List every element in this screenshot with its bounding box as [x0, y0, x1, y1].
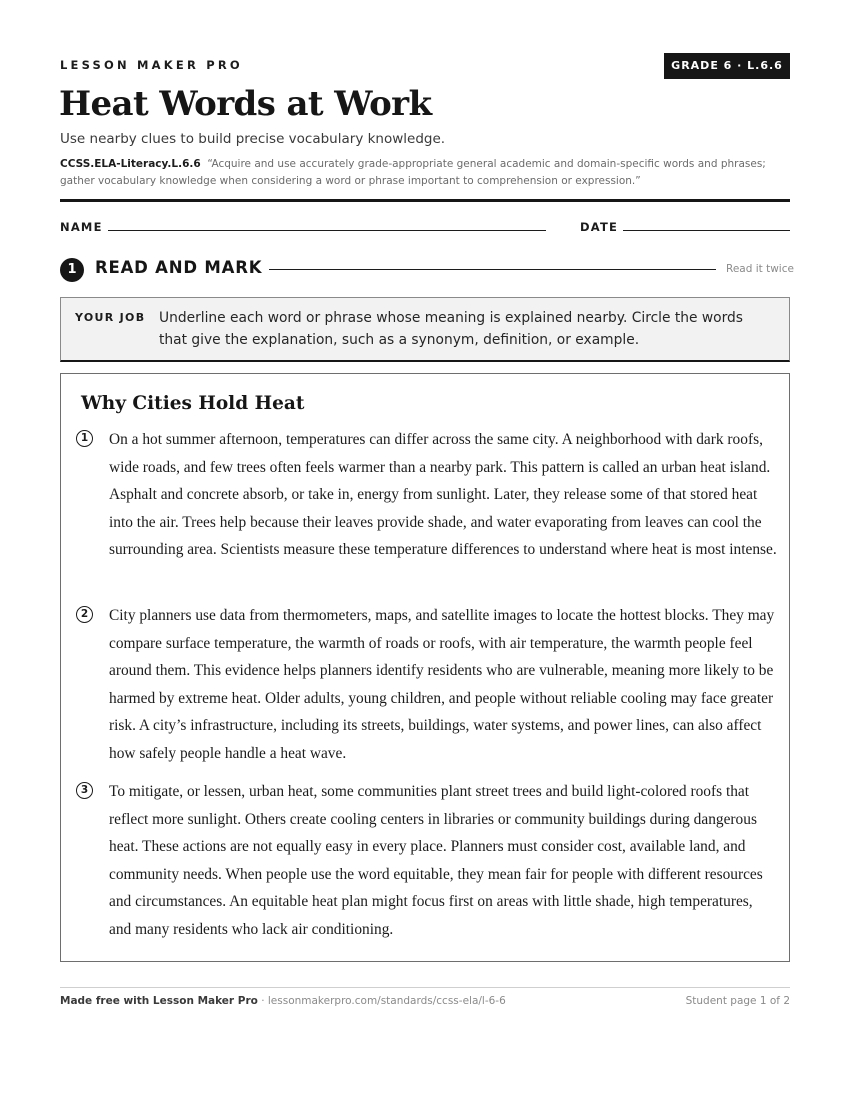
brand-name: LESSON MAKER PRO — [60, 58, 243, 72]
footer-divider — [60, 987, 790, 988]
grade-badge: GRADE 6 · L.6.6 — [664, 53, 790, 79]
instructions-box — [60, 297, 790, 362]
name-label: NAME — [60, 220, 103, 234]
section-number-badge: 1 — [60, 258, 84, 282]
worksheet-subtitle: Use nearby clues to build precise vocabulary knowledge. — [60, 131, 446, 147]
paragraph-number: 1 — [76, 430, 93, 447]
paragraph-3: To mitigate, or lessen, urban heat, some communities plant street trees and build light-colored roofs that reflect more sunlight. Others create cooling centers in libraries or community buildings during dangerous heat. These actions are not equally easy in every place. Planners must consider cost, available land, and community needs. When people use the word equitable, they mean fair for people with different resources and circumstances. An equitable heat plan might focus first on areas with little shade, high temperatures, and many residents who lack air conditioning. — [109, 783, 763, 938]
passage-title: Why Cities Hold Heat — [81, 393, 305, 414]
paragraph-number: 3 — [76, 782, 93, 799]
standard-reference — [60, 156, 790, 190]
section-note: Read it twice — [726, 263, 794, 275]
paragraph-number: 2 — [76, 606, 93, 623]
section-title: READ AND MARK — [95, 258, 263, 277]
section-divider — [269, 269, 716, 270]
instructions-label: YOUR JOB — [75, 311, 146, 324]
instructions-text: Underline each word or phrase whose meaning is explained nearby. Circle the words that give the explanation, such as a synonym, definition, or example. — [159, 310, 743, 348]
paragraph-1: On a hot summer afternoon, temperatures can differ across the same city. A neighborhood with dark roofs, wide roads, and few trees often feels warmer than a nearby park. This pattern is called an urban heat island. Asphalt and concrete absorb, or take in, energy from sunlight. Later, they release some of that stored heat into the air. Trees help because their leaves provide shade, and water evaporating from leaves can cool the surrounding area. Scientists measure these temperature differences to understand where heat is most intense. — [109, 431, 777, 559]
date-field[interactable] — [623, 230, 790, 231]
footer-credit — [60, 995, 506, 1007]
header-divider — [60, 199, 790, 202]
name-field[interactable] — [108, 230, 546, 231]
worksheet-title: Heat Words at Work — [59, 84, 432, 124]
standard-text: “Acquire and use accurately grade-appropriate general academic and domain-specific words and phrases; gather vocabulary knowledge when considering a word or phrase important to comprehension or expression.” — [60, 158, 766, 187]
page-indicator: Student page 1 of 2 — [685, 995, 790, 1007]
date-label: DATE — [580, 220, 619, 234]
footer-url[interactable]: · lessonmakerpro.com/standards/ccss-ela/l-6-6 — [257, 995, 506, 1007]
reading-passage — [60, 373, 790, 962]
paragraph-2: City planners use data from thermometers, maps, and satellite images to locate the hottest blocks. They may compare surface temperature, the warmth of roads or roofs, with air temperature, the warmth people feel around them. This evidence helps planners identify residents who are vulnerable, meaning more likely to be harmed by extreme heat. Older adults, young children, and people without reliable cooling may face greater risk. A city’s infrastructure, including its streets, buildings, water systems, and power lines, can also affect how safely people handle a heat wave. — [109, 607, 775, 762]
standard-code: CCSS.ELA-Literacy.L.6.6 — [60, 158, 201, 170]
footer-made-with: Made free with Lesson Maker Pro — [60, 995, 258, 1007]
